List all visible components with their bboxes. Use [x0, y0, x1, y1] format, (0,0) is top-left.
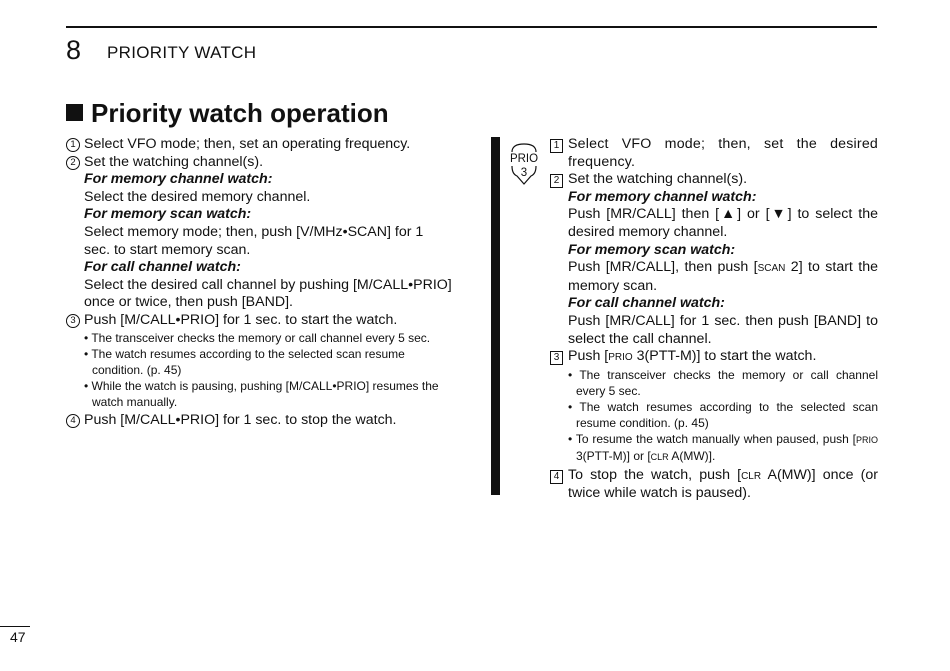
sub-heading: For call channel watch: — [84, 259, 241, 276]
bullet-item: • To resume the watch manually when paused, push [PRIO 3(PTT-M)] or [CLR A(MW)]. — [568, 431, 878, 465]
sub-text: Select memory mode; then, push [V/MHz•SCAN] for 1 sec. to start memory scan. — [84, 223, 424, 258]
key-label: PRIO — [855, 434, 878, 445]
step-text: Set the watching channel(s). — [568, 171, 748, 188]
bullet-item: • The watch resumes according to the selected scan resume condition. (p. 45) — [84, 346, 452, 378]
section-title — [66, 98, 389, 129]
sub-text: Select the desired call channel by pushing [M/CALL•PRIO] once or twice, then push [BAND]. — [84, 276, 452, 311]
bullet-item: • The watch resumes according to the selected scan resume condition. (p. 45) — [568, 399, 878, 431]
bullet-item: • While the watch is pausing, pushing [M/CALL•PRIO] resumes the watch manually. — [84, 378, 452, 410]
step-number: 1 — [66, 138, 80, 152]
sub-text: Push [MR/CALL] for 1 sec. then push [BAND] to select the call channel. — [568, 312, 878, 347]
section-title-text: Priority watch operation — [91, 98, 389, 128]
key-label: PRIO — [608, 352, 633, 364]
sub-heading: For memory channel watch: — [568, 188, 757, 205]
bullet-item: • The transceiver checks the memory or call channel every 5 sec. — [84, 330, 452, 346]
right-column — [550, 136, 878, 503]
square-bullet-icon — [66, 104, 83, 121]
step-text: Select VFO mode; then, set an operating frequency. — [84, 136, 411, 152]
step-number: 1 — [550, 139, 563, 153]
chapter-number: 8 — [66, 35, 82, 65]
left-step-4 — [66, 412, 452, 430]
left-step-2 — [66, 154, 452, 172]
bullet-item: • The transceiver checks the memory or call channel every 5 sec. — [568, 367, 878, 399]
sub-heading: For memory scan watch: — [84, 206, 252, 223]
key-label: CLR — [650, 451, 669, 462]
prio-key-number: 3 — [520, 167, 528, 179]
left-step-3 — [66, 312, 452, 330]
left-column — [66, 136, 452, 429]
page-number: 47 — [10, 629, 26, 645]
chapter-title: PRIORITY WATCH — [107, 43, 257, 62]
sub-heading: For memory channel watch: — [84, 171, 273, 188]
sub-heading: For memory scan watch: — [568, 241, 736, 258]
step-number: 3 — [550, 351, 563, 365]
step-text: Select VFO mode; then, set the desired frequency. — [568, 136, 878, 170]
right-step-3 — [550, 348, 878, 367]
key-label: SCAN — [757, 263, 786, 275]
step-number: 4 — [66, 414, 80, 428]
step-number: 4 — [550, 470, 563, 484]
step-text: Push [M/CALL•PRIO] for 1 sec. to start the watch. — [84, 311, 398, 328]
sub-text: Push [MR/CALL] then [▲] or [▼] to select the desired memory channel. — [568, 206, 878, 240]
right-substeps — [568, 189, 878, 348]
step-text: Push [M/CALL•PRIO] for 1 sec. to stop the watch. — [84, 411, 397, 428]
left-substeps — [84, 171, 452, 312]
sidebar-bar — [491, 137, 500, 495]
right-bullets — [568, 367, 878, 465]
left-step-1 — [66, 136, 452, 154]
header-rule — [66, 26, 877, 28]
step-text: Set the watching channel(s). — [84, 153, 264, 170]
right-step-4 — [550, 467, 878, 503]
step-number: 2 — [550, 174, 563, 188]
sub-text: Select the desired memory channel. — [84, 188, 311, 205]
sub-text: Push [MR/CALL], then push [SCAN 2] to start the memory scan. — [568, 259, 879, 294]
step-text: To stop the watch, push [CLR A(MW)] once (or twice while watch is paused). — [568, 466, 878, 502]
right-step-2 — [550, 171, 878, 189]
step-text: Push [PRIO 3(PTT-M)] to start the watch. — [568, 348, 817, 365]
left-bullets — [84, 330, 452, 410]
step-number: 3 — [66, 314, 80, 328]
prio-key-label: PRIO — [509, 153, 539, 165]
step-number: 2 — [66, 156, 80, 170]
sub-heading: For call channel watch: — [568, 295, 725, 312]
key-label: CLR — [741, 470, 762, 482]
prio-key-icon — [507, 138, 541, 186]
right-step-1 — [550, 136, 878, 171]
footer-rule — [0, 626, 30, 627]
